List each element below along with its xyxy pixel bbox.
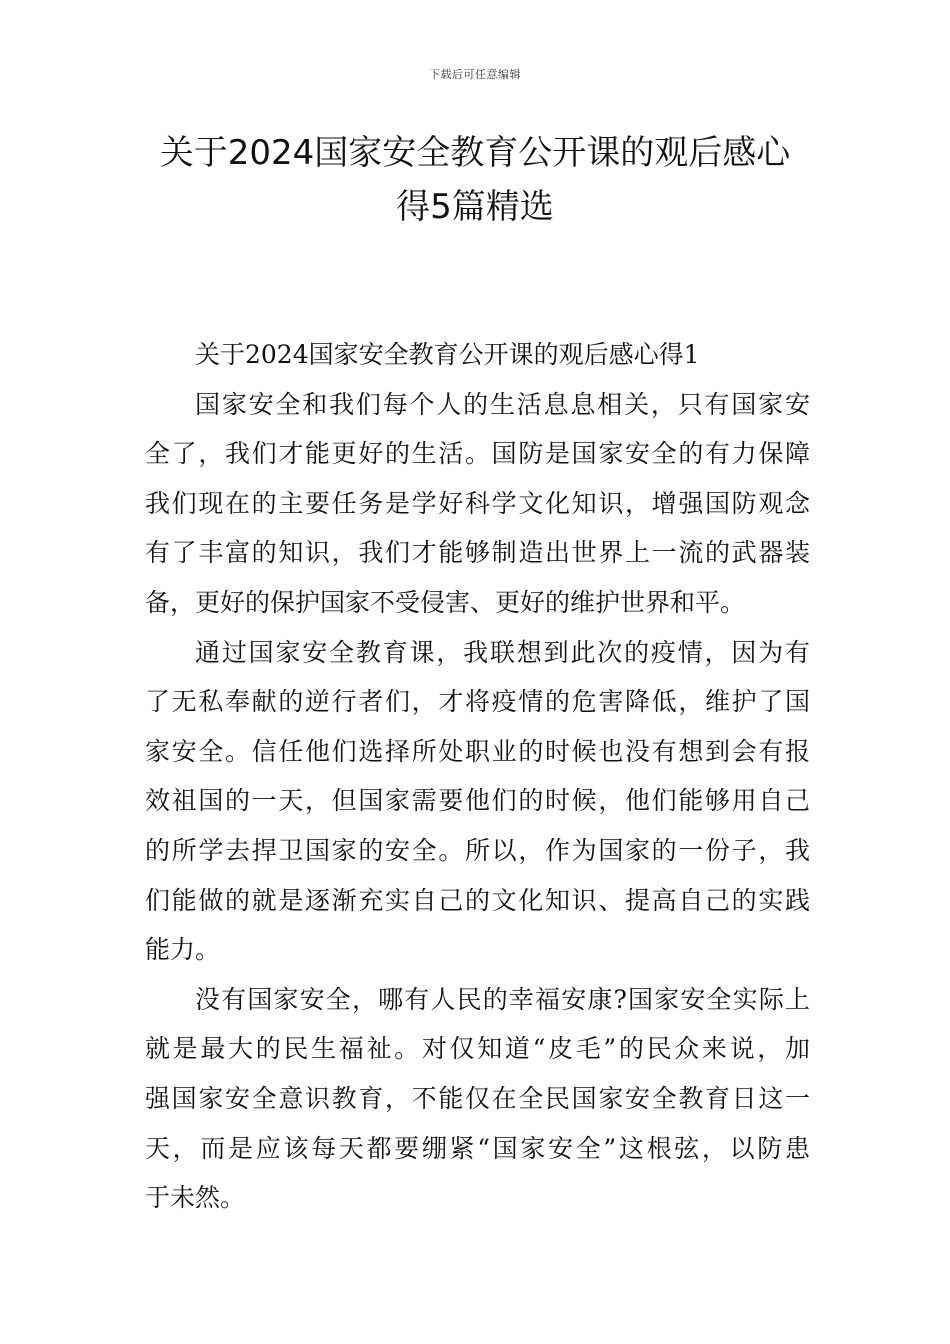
paragraph <box>145 628 810 975</box>
text-line: 我们现在的主要任务是学好科学文化知识，增强国防观念 <box>145 488 810 518</box>
paragraph <box>145 975 810 1223</box>
document-body <box>145 330 810 1223</box>
text-line: 就是最大的民生福祉。对仅知道“皮毛”的民众来说，加 <box>145 1034 810 1064</box>
title-line: 得5篇精选 <box>396 187 554 227</box>
section-heading: 关于2024国家安全教育公开课的观后感心得1 <box>195 340 700 369</box>
text-line: 效祖国的一天，但国家需要他们的时候，他们能够用自己 <box>145 786 810 816</box>
title-line: 关于2024国家安全教育公开课的观后感心 <box>159 133 791 173</box>
text-line: 全了，我们才能更好的生活。国防是国家安全的有力保障 <box>145 439 810 469</box>
text-line: 天，而是应该每天都要绷紧“国家安全”这根弦，以防患 <box>145 1133 810 1163</box>
text-line: 没有国家安全，哪有人民的幸福安康?国家安全实际上 <box>195 984 810 1014</box>
text-line: 强国家安全意识教育，不能仅在全民国家安全教育日这一 <box>145 1083 810 1113</box>
text-line: 有了丰富的知识，我们才能够制造出世界上一流的武器装 <box>145 538 810 568</box>
text-line: 们能做的就是逐渐充实自己的文化知识、提高自己的实践 <box>145 885 810 915</box>
text-line: 国家安全和我们每个人的生活息息相关，只有国家安 <box>195 389 810 419</box>
text-line: 了无私奉献的逆行者们，才将疫情的危害降低，维护了国 <box>145 687 810 717</box>
text-line: 于未然。 <box>145 1183 246 1213</box>
text-line: 备，更好的保护国家不受侵害、更好的维护世界和平。 <box>145 587 746 617</box>
text-line: 能力。 <box>145 935 221 965</box>
paragraph <box>145 380 810 628</box>
document-title <box>120 126 830 234</box>
text-line: 家安全。信任他们选择所处职业的时候也没有想到会有报 <box>145 736 810 766</box>
text-line: 通过国家安全教育课，我联想到此次的疫情，因为有 <box>195 637 810 667</box>
text-line: 的所学去捍卫国家的安全。所以，作为国家的一份子，我 <box>145 835 810 865</box>
header-note: 下载后可任意编辑 <box>429 68 521 81</box>
